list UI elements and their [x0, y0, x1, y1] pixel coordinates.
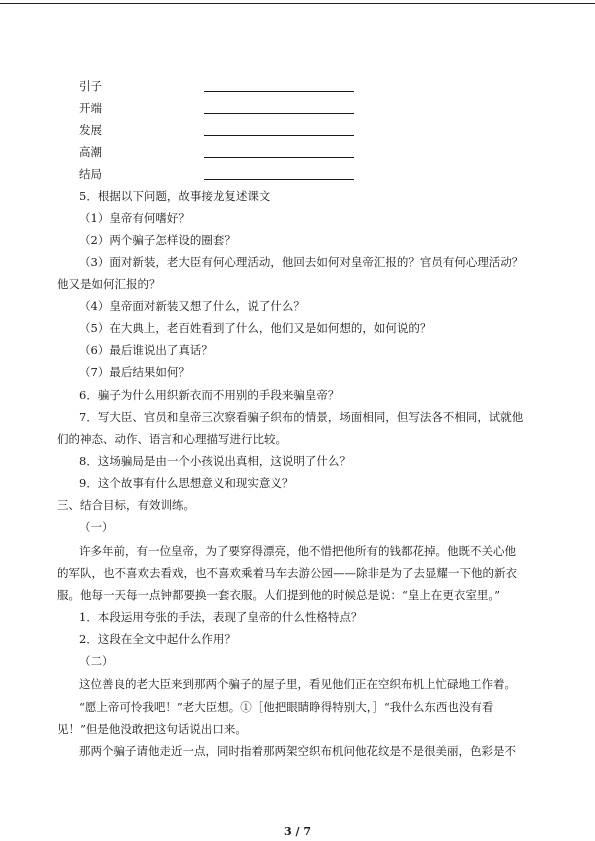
question-7-cont: 们的神态、动作、语言和心理描写进行比较。: [57, 432, 287, 446]
answer-blank: [204, 135, 354, 136]
passage-2-line-1: 这位善良的老大臣来到那两个骗子的屋子里，看见他们正在空织布机上忙碌地工作着。: [79, 677, 516, 691]
passage-1-heading: （一）: [79, 520, 114, 534]
sub-question-3-cont: 他又是如何汇报的？: [57, 277, 161, 291]
answer-blank: [204, 91, 354, 92]
sub-question-3: （3）面对新装，老大臣有何心理活动，他回去如何对皇帝汇报的？官员有何心理活动？: [79, 255, 524, 269]
stage-label: 开端: [79, 101, 102, 115]
section-heading-3: 三、结合目标，有效训练。: [57, 498, 195, 512]
sub-question-7: （7）最后结果如何？: [79, 365, 190, 379]
stage-label: 高潮: [79, 145, 102, 159]
question-6: 6．骗子为什么用织新衣而不用别的手段来骗皇帝？: [79, 388, 340, 402]
passage-2-heading: （二）: [79, 654, 114, 668]
passage-1-line-2: 的军队，也不喜欢去看戏，也不喜欢乘着马车去游公园——除非是为了去显耀一下他的新衣: [57, 566, 517, 580]
passage-2-line-3: 见！”但是他没敢把这句话说出口来。: [57, 722, 247, 736]
stage-label: 发展: [79, 123, 102, 137]
sub-question-1: （1）皇帝有何嗜好？: [79, 211, 190, 225]
question-7: 7．写大臣、官员和皇帝三次察看骗子织布的情景，场面相同，但写法各不相同，试就他: [79, 410, 524, 424]
sub-question-2: （2）两个骗子怎样设的圈套？: [79, 233, 236, 247]
sub-question-5: （5）在大典上，老百姓看到了什么，他们又是如何想的，如何说的？: [79, 321, 432, 335]
sub-question-4: （4）皇帝面对新装又想了什么，说了什么？: [79, 299, 305, 313]
passage-2-line-4: 那两个骗子请他走近一点，同时指着那两架空织布机问他花纹是不是很美丽，色彩是不: [79, 744, 516, 758]
passage-1-line-1: 许多年前，有一位皇帝，为了要穿得漂亮，他不惜把他所有的钱都花掉。他既不关心他: [79, 544, 516, 558]
question-9: 9．这个故事有什么思想意义和现实意义？: [79, 476, 294, 490]
answer-blank: [204, 157, 354, 158]
question-8: 8．这场骗局是由一个小孩说出真相，这说明了什么？: [79, 454, 351, 468]
passage-1-question-1: 1．本段运用夸张的手法，表现了皇帝的什么性格特点？: [79, 610, 363, 624]
passage-1-question-2: 2．这段在全文中起什么作用？: [79, 632, 236, 646]
passage-2-line-2: “愿上帝可怜我吧！”老大臣想。①［他把眼睛睁得特别大，］“我什么东西也没有看: [79, 700, 494, 714]
stage-label: 引子: [79, 79, 102, 93]
sub-question-6: （6）最后谁说出了真话？: [79, 343, 213, 357]
page-number: 3 / 7: [284, 825, 311, 838]
stage-label: 结局: [79, 167, 102, 181]
answer-blank: [204, 179, 354, 180]
passage-1-line-3: 服。他每一天每一点钟都要换一套衣服。人们提到他的时候总是说：“皇上在更衣室里。”: [57, 588, 501, 602]
answer-blank: [204, 113, 354, 114]
header-rule: [0, 3, 595, 4]
question-5: 5．根据以下问题，故事接龙复述课文: [79, 189, 271, 203]
